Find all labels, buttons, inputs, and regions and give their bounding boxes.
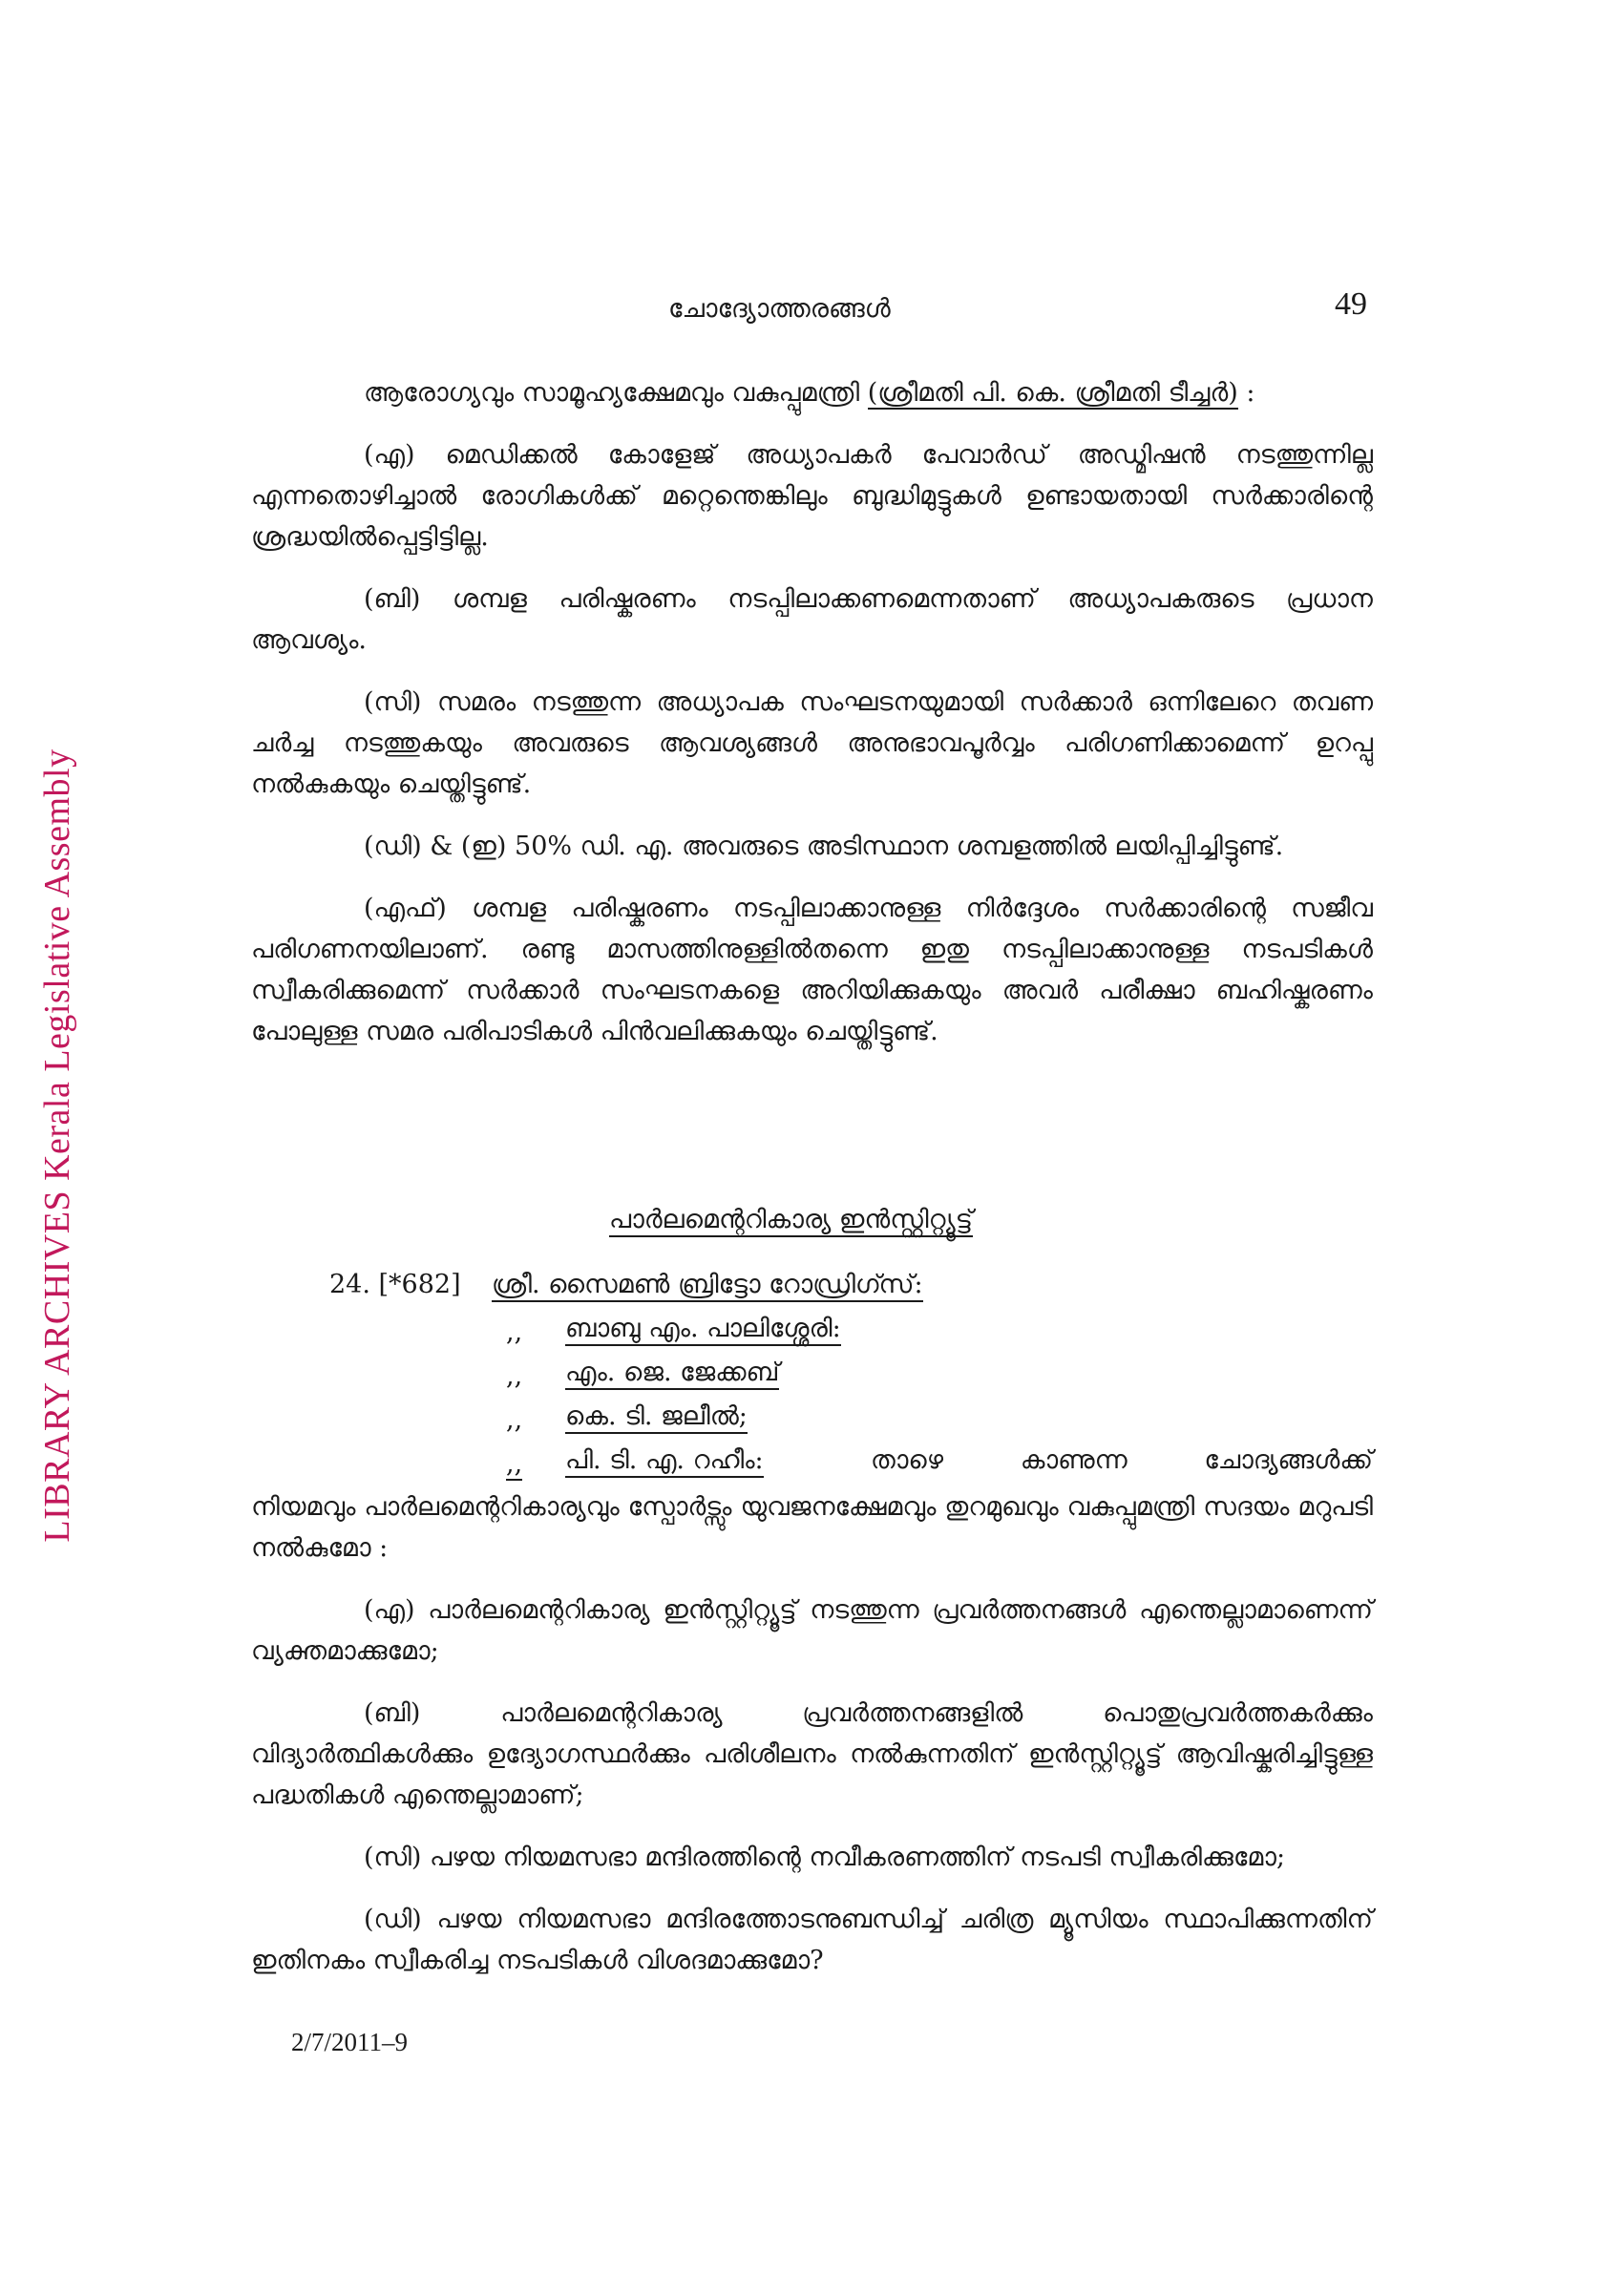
answer-item-b: (ബി) ശമ്പള പരിഷ്കരണം നടപ്പിലാക്കണമെന്നതാണ് അധ്യാപകരുടെ പ്രധാന ആവശ്യം. <box>251 584 1373 655</box>
minister-name: (ശ്രീമതി പി. കെ. ശ്രീമതി ടീച്ചർ) <box>867 378 1238 408</box>
page-header-title: ചോദ്യോത്തരങ്ങൾ <box>668 294 891 324</box>
question-directed-rest: നിയമവും പാർലമെന്ററികാര്യവും സ്പോർട്സും യുവജനക്ഷേമവും തുറമുഖവും വകുപ്പുമന്ത്രി സദയം മറുപടി നൽകുമോ : <box>251 1492 1373 1563</box>
section-title: പാർലമെന്ററികാര്യ ഇൻസ്റ്റിറ്റ്യൂട്ട് <box>609 1205 973 1237</box>
ditto-mark: ,, <box>506 1317 523 1347</box>
answer-intro: ആരോഗ്യവും സാമൂഹ്യക്ഷേമവും വകുപ്പുമന്ത്രി (ശ്രീമതി പി. കെ. ശ്രീമതി ടീച്ചർ) : <box>364 378 1255 408</box>
answer-item-a: (എ) മെഡിക്കൽ കോളേജ് അധ്യാപകർ പേവാർഡ് അഡ്മിഷൻ നടത്തുന്നില്ല എന്നതൊഴിച്ചാൽ രോഗികൾക്ക് മറ്റെന്തെങ്കിലും ബുദ്ധിമുട്ടുകൾ ഉണ്ടായതായി സർക്കാരിന്റെ ശ്രദ്ധയിൽപ്പെട്ടിട്ടില്ല. <box>251 440 1373 552</box>
question-block <box>251 1486 1373 1981</box>
ditto-mark: ,, <box>506 1405 523 1435</box>
footer-code: 2/7/2011–9 <box>291 2028 409 2056</box>
answer-item-f: (എഫ്) ശമ്പള പരിഷ്കരണം നടപ്പിലാക്കാനുള്ള നിർദ്ദേശം സർക്കാരിന്റെ സജീവ പരിഗണനയിലാണ്. രണ്ടു മാസത്തിനുള്ളിൽതന്നെ ഇതു നടപ്പിലാക്കാനുള്ള നടപടികൾ സ്വീകരിക്കുമെന്ന് സർക്കാർ സംഘടനകളെ അറിയിക്കുകയും അവർ പരീക്ഷാ ബഹിഷ്കരണം പോലുള്ള സമര പരിപാടികൾ പിൻവലിക്കുകയും ചെയ്തിട്ടുണ്ട്. <box>251 894 1373 1046</box>
question-member-2: ബാബു എം. പാലിശ്ശേരി: <box>565 1314 841 1346</box>
ditto-mark: ,, <box>506 1361 523 1391</box>
answer-item-c: (സി) സമരം നടത്തുന്ന അധ്യാപക സംഘടനയുമായി സർക്കാർ ഒന്നിലേറെ തവണ ചർച്ച നടത്തുകയും അവരുടെ ആവശ്യങ്ങൾ അനുഭാവപൂർവ്വം പരിഗണിക്കാമെന്ന് ഉറപ്പു നൽകുകയും ചെയ്തിട്ടുണ്ട്. <box>251 687 1373 799</box>
question-number: 24. [*682] <box>329 1270 461 1299</box>
archive-watermark: LIBRARY ARCHIVES Kerala Legislative Assembly <box>37 748 77 1543</box>
question-item-c: (സി) പഴയ നിയമസഭാ മന്ദിരത്തിന്റെ നവീകരണത്തിന് നടപടി സ്വീകരിക്കുമോ; <box>364 1843 1286 1872</box>
ditto-mark: ,, <box>506 1449 523 1479</box>
answer-item-d-e: (ഡി) & (ഇ) 50% ഡി. എ. അവരുടെ അടിസ്ഥാന ശമ്പളത്തിൽ ലയിപ്പിച്ചിട്ടുണ്ട്. <box>364 832 1284 861</box>
question-item-a: (എ) പാർലമെന്ററികാര്യ ഇൻസ്റ്റിറ്റ്യൂട്ട് നടത്തുന്ന പ്രവർത്തനങ്ങൾ എന്തെല്ലാമാണെന്ന് വ്യക്തമാക്കുമോ; <box>251 1595 1373 1666</box>
question-member-3: എം. ജെ. ജേക്കബ് <box>565 1358 779 1390</box>
question-member-5: പി. ടി. എ. റഹീം: <box>565 1445 764 1478</box>
question-item-d: (ഡി) പഴയ നിയമസഭാ മന്ദിരത്തോടനുബന്ധിച്ച് ചരിത്ര മ്യൂസിയം സ്ഥാപിക്കുന്നതിന് ഇതിനകം സ്വീകരിച്ച നടപടികൾ വിശദമാക്കുമോ? <box>251 1905 1373 1975</box>
question-member-4: കെ. ടി. ജലീൽ; <box>565 1401 748 1434</box>
page-number: 49 <box>1335 286 1367 322</box>
question-directed-to: താഴെ കാണുന്ന ചോദ്യങ്ങൾക്ക് <box>871 1445 1373 1475</box>
question-item-b: (ബി) പാർലമെന്ററികാര്യ പ്രവർത്തനങ്ങളിൽ പൊതുപ്രവർത്തകർക്കും വിദ്യാർത്ഥികൾക്കും ഉദ്യോഗസ്ഥർക്കും പരിശീലനം നൽകുന്നതിന് ഇൻസ്റ്റിറ്റ്യൂട്ട് ആവിഷ്കരിച്ചിട്ടുള്ള പദ്ധതികൾ എന്തെല്ലാമാണ്; <box>251 1698 1373 1810</box>
question-member-1: ശ്രീ. സൈമൺ ബ്രിട്ടോ റോഡ്രിഗ്സ്: <box>492 1270 923 1302</box>
answer-block <box>251 372 1373 1052</box>
